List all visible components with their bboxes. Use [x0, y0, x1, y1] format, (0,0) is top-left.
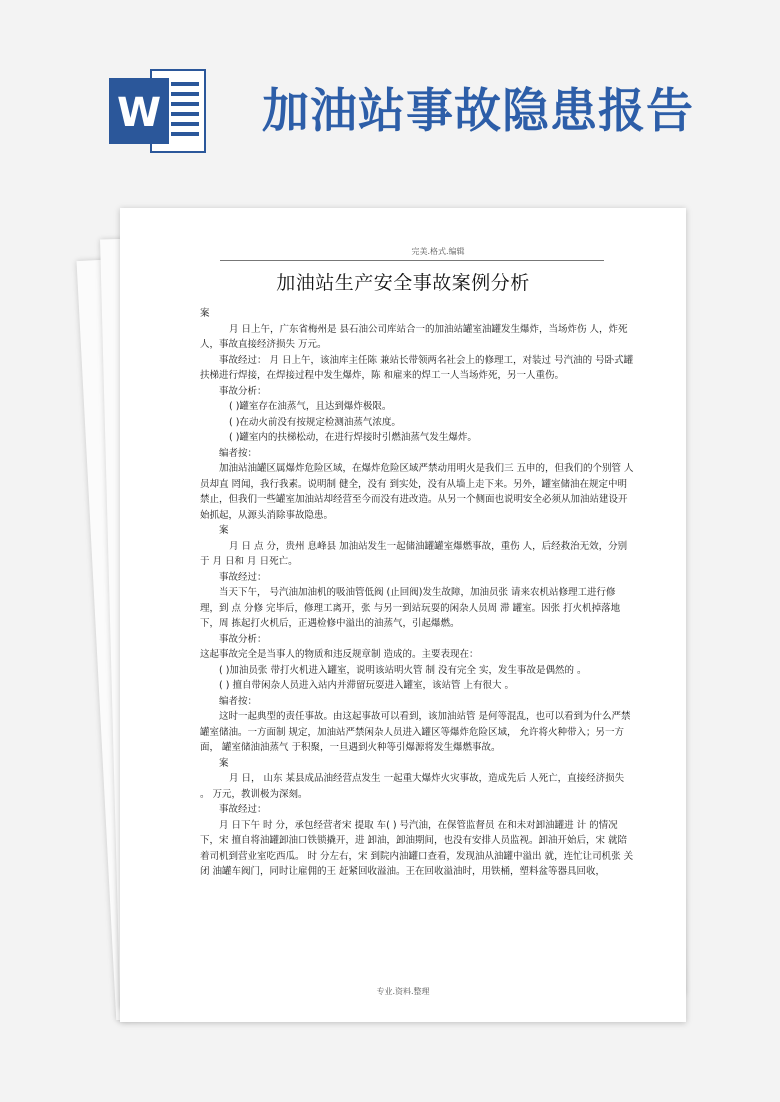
case2-analysis-label: 事故分析：: [219, 633, 267, 645]
case2-analysis-item: ( )加油员张 带打火机进入罐室，说明该站明火管 制 没有完全 实，发生事故是偶然的 。: [219, 664, 587, 676]
case2-label: 案: [219, 525, 229, 536]
case3-intro: 月 日， 山东 某县成品油经营点发生 一起重大爆炸火灾事故，造成先后 人死亡，直接经济损失 。 万元，教训极为深刻。: [200, 773, 625, 800]
case2-intro: 月 日 点 分，贵州 息峰县 加油站发生一起储油罐罐室爆燃事故，重伤 人，后经救治无效，分别于 月 日和 月 日死亡。: [200, 540, 628, 567]
page-header-text: 完美.格式.编辑: [411, 247, 465, 256]
case1-analysis-label: 事故分析：: [219, 385, 267, 397]
case2-note-label: 编者按：: [219, 695, 258, 707]
case3-label: 案: [219, 757, 229, 769]
case1-intro: 月 日上午，广东省梅州是 县石油公司库站合一的加油站罐室油罐发生爆炸，当场炸伤 人，炸死 人，事故直接经济损失 万元。: [200, 323, 628, 350]
case2-note: 这时一起典型的责任事故。由这起事故可以看到，该加油站管 是何等混乱，也可以看到为什么严禁罐室储油。一方面制 规定，加油站严禁闲杂人员进入罐区等爆炸危险区域， 允许将火种带入；另一方面， 罐室储油油蒸气 于积聚，一旦遇到火种等引爆源将发生爆燃事故。: [200, 711, 631, 753]
case2-process-label: 事故经过：: [219, 571, 267, 583]
case1-analysis-item: ( )罐室内的扶梯松动，在进行焊接时引燃油蒸气发生爆炸。: [229, 432, 477, 443]
case2-process: 当天下午， 号汽油加油机的吸油管低阀 (止回阀)发生故障，加油员张 请来农机站修理工进行修理，到 点 分修 完毕后，修理工离开，张 与另一到站玩耍的闲杂人员周 滞 罐室。因张 打火机掉落地下，周 拣起打火机后，正遇检修中溢出的油蒸气，引起爆燃。: [200, 587, 621, 629]
case1-note-label: 编者按：: [219, 447, 258, 459]
page-footer: 专业.资料.整理: [376, 987, 430, 996]
word-logo-icon: [107, 68, 207, 154]
case1-label: 案: [200, 308, 210, 319]
case3-process: 月 日下午 时 分，承包经营者宋 提取 车( ) 号汽油，在保管监督员 在和未对卸油罐进 计 的情况下，宋 擅自将油罐卸油口铁锁撬开，进 卸油，卸油期间，也没有安排人员监视。卸油开始后，宋 就陪着司机到营业室吃西瓜。 时 分左右，宋 到院内油罐口查看，发现油从油罐中溢出 就，连忙让司机张 关闭 油罐车阀门，同时让雇佣的王 赶紧回收溢油。王在回收溢油时，用铁桶，塑料盆等器具回收，: [200, 819, 634, 877]
document-title: 加油站生产安全事故案例分析: [276, 272, 530, 294]
case1-analysis-item: ( )在动火前没有按规定检测油蒸气浓度。: [229, 416, 401, 428]
case1-process: 事故经过： 月 日上午，该油库主任陈 兼站长带领两名社会上的修理工，对装过 号汽油的 号卧式罐扶梯进行焊接，在焊接过程中发生爆炸，陈 和雇来的焊工一人当场炸死，另一人重伤。: [200, 354, 634, 381]
case1-analysis-item: ( )罐室存在油蒸气，且达到爆炸极限。: [229, 401, 392, 412]
page-header: [220, 246, 604, 261]
document-page: [120, 208, 686, 1022]
case3-process-label: 事故经过：: [219, 804, 267, 815]
logo-letter: W: [116, 90, 162, 136]
case1-note: 加油站油罐区属爆炸危险区域，在爆炸危险区域严禁动用明火是我们三 五申的，但我们的个别管 人员却直 罔闻，我行我素。说明制 健全，没有 到实处，没有从墙上走下来。另外，罐室储油在规定中明 禁止，但我们一些罐室加油站却经营至今而没有进改造。从另一个侧面也说明安全必须从加油站建设开始抓起，从源头消除事故隐患。: [200, 463, 634, 521]
banner-title: 加油站事故隐患报告: [262, 84, 694, 139]
case2-analysis-lead: 这起事故完全是当事人的物质和违反规章制 造成的。主要表现在：: [200, 649, 479, 660]
case2-analysis-item: ( ) 擅自带闲杂人员进入站内并滞留玩耍进入罐室，该站管 上有很大 。: [219, 680, 514, 691]
document-body: [200, 306, 634, 880]
